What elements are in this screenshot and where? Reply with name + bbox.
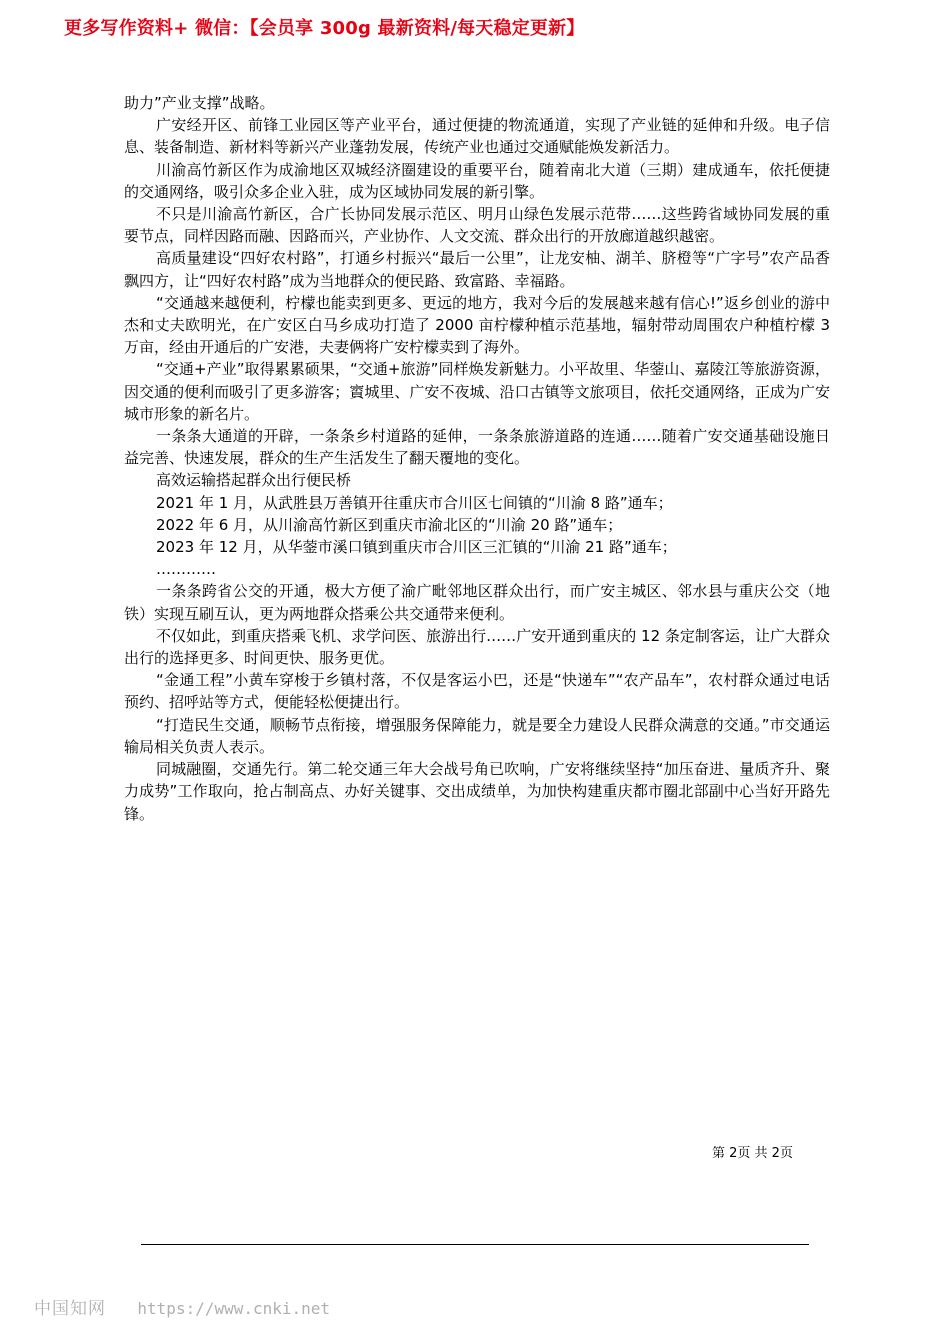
ellipsis-line: ………… xyxy=(156,560,216,579)
article-paragraph: 川渝高竹新区作为成渝地区双城经济圈建设的重要平台，随着南北大道（三期）建成通车，依托便捷的交通网络，吸引众多企业入驻，成为区域协同发展的新引擎。 xyxy=(124,160,830,201)
article-body xyxy=(124,92,830,825)
cnki-logo-text: 中国知网 xyxy=(34,1299,106,1319)
article-paragraph: 高质量建设“四好农村路”，打通乡村振兴“最后一公里”，让龙安柚、湖羊、脐橙等“广字号”农产品香飘四方，让“四好农村路”成为当地群众的便民路、致富路、幸福路。 xyxy=(124,249,830,290)
article-paragraph: 不只是川渝高竹新区，合广长协同发展示范区、明月山绿色发展示范带……这些跨省域协同发展的重要节点，同样因路而融、因路而兴，产业协作、人文交流、群众出行的开放廊道越织越密。 xyxy=(124,205,830,246)
article-paragraph: 一条条跨省公交的开通，极大方便了渝广毗邻地区群众出行，而广安主城区、邻水县与重庆公交（地铁）实现互刷互认，更为两地群众搭乘公共交通带来便利。 xyxy=(124,582,830,623)
section-heading: 高效运输搭起群众出行便民桥 xyxy=(156,471,352,490)
footer-divider xyxy=(141,1244,809,1245)
article-paragraph: 2022 年 6 月，从川渝高竹新区到重庆市渝北区的“川渝 20 路”通车； xyxy=(156,515,623,534)
cnki-watermark xyxy=(34,1294,330,1319)
article-paragraph: 2023 年 12 月，从华蓥市溪口镇到重庆市合川区三汇镇的“川渝 21 路”通车； xyxy=(156,538,677,557)
page-number: 第 2页 共 2页 xyxy=(712,1146,793,1161)
article-paragraph: 广安经开区、前锋工业园区等产业平台，通过便捷的物流通道，实现了产业链的延伸和升级。电子信息、装备制造、新材料等新兴产业蓬勃发展，传统产业也通过交通赋能焕发新活力。 xyxy=(124,116,830,157)
cnki-url: https://www.cnki.net xyxy=(137,1299,331,1318)
article-paragraph: 助力”产业支撑”战略。 xyxy=(124,94,275,112)
article-paragraph: “金通工程”小黄车穿梭于乡镇村落，不仅是客运小巴，还是“快递车”“农产品车”，农村群众通过电话预约、招呼站等方式，便能轻松便捷出行。 xyxy=(124,671,830,712)
article-paragraph: 一条条大通道的开辟，一条条乡村道路的延伸，一条条旅游道路的连通……随着广安交通基础设施日益完善、快速发展，群众的生产生活发生了翻天覆地的变化。 xyxy=(124,427,830,468)
article-paragraph: 不仅如此，到重庆搭乘飞机、求学问医、旅游出行……广安开通到重庆的 12 条定制客运，让广大群众出行的选择更多、时间更快、服务更优。 xyxy=(124,626,830,668)
article-paragraph: “打造民生交通，顺畅节点衔接，增强服务保障能力，就是要全力建设人民群众满意的交通。”市交通运输局相关负责人表示。 xyxy=(124,715,830,756)
promo-banner: 更多写作资料+ 微信：【会员享 300g 最新资料/每天稳定更新】 xyxy=(64,18,585,39)
article-paragraph: 同城融圈，交通先行。第二轮交通三年大会战号角已吹响，广安将继续坚持“加压奋进、量质齐升、聚力成势”工作取向，抢占制高点、办好关键事、交出成绩单，为加快构建重庆都市圈北部副中心当好开路先锋。 xyxy=(124,760,830,823)
article-paragraph: 2021 年 1 月，从武胜县万善镇开往重庆市合川区七间镇的“川渝 8 路”通车； xyxy=(156,493,673,512)
article-paragraph: “交通+产业”取得累累硕果，“交通+旅游”同样焕发新魅力。小平故里、华蓥山、嘉陵江等旅游资源，因交通的便利而吸引了更多游客；賨城里、广安不夜城、沿口古镇等文旅项目，依托交通网络，正成为广安城市形象的新名片。 xyxy=(124,360,830,423)
article-paragraph: “交通越来越便利，柠檬也能卖到更多、更远的地方，我对今后的发展越来越有信心!”返乡创业的游中杰和丈夫欧明光，在广安区白马乡成功打造了 2000 亩柠檬种植示范基地，辐射带动周围农户种植柠檬 3 万亩，经由开通后的广安港，夫妻俩将广安柠檬卖到了海外。 xyxy=(124,293,830,357)
